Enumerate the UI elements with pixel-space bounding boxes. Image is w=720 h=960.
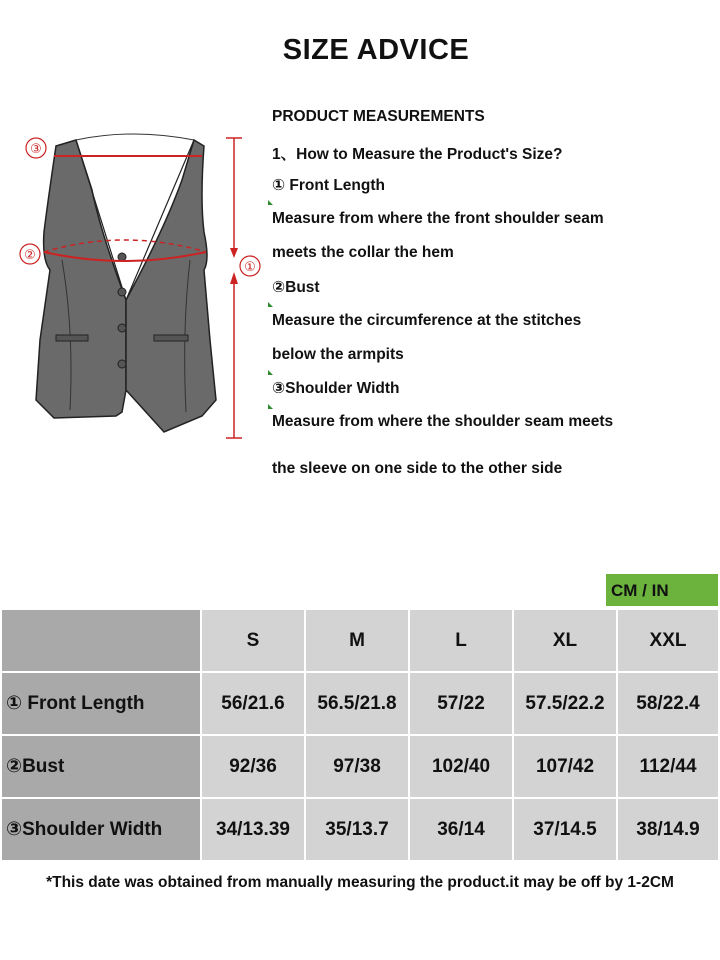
front-length-desc-2: meets the collar the hem: [272, 244, 454, 261]
green-tick-icon: [268, 302, 273, 307]
table-cell: 97/38: [305, 735, 409, 798]
size-table: [0, 608, 720, 862]
shoulder-desc-2: the sleeve on one side to the other side: [272, 460, 563, 477]
table-cell: 57.5/22.2: [513, 672, 617, 735]
bust-desc-1: Measure the circumference at the stitches: [272, 312, 582, 329]
bust-desc-2: below the armpits: [272, 346, 404, 363]
size-header-row: [1, 609, 719, 672]
instructions-heading: PRODUCT MEASUREMENTS: [272, 108, 485, 125]
table-cell: 34/13.39: [201, 798, 305, 861]
size-col-l: L: [409, 609, 513, 672]
table-cell: 56.5/21.8: [305, 672, 409, 735]
table-cell: 38/14.9: [617, 798, 719, 861]
unit-badge: CM / IN: [606, 574, 718, 606]
table-cell: 57/22: [409, 672, 513, 735]
marker-length: ①: [244, 260, 256, 275]
table-row: [1, 798, 719, 861]
page-title: SIZE ADVICE: [282, 34, 470, 66]
row-label-front-length: ① Front Length: [1, 672, 201, 735]
instructions-question: 1、How to Measure the Product's Size?: [272, 146, 563, 163]
table-cell: 58/22.4: [617, 672, 719, 735]
table-cell: 107/42: [513, 735, 617, 798]
table-cell: 35/13.7: [305, 798, 409, 861]
shoulder-label: ③Shoulder Width: [272, 380, 400, 397]
row-label-shoulder-width: ③Shoulder Width: [1, 798, 201, 861]
shoulder-desc-1: Measure from where the shoulder seam meets: [272, 413, 614, 430]
marker-shoulder: ③: [30, 142, 42, 157]
table-row: [1, 735, 719, 798]
bust-label: ②Bust: [272, 279, 320, 296]
table-corner: [1, 609, 201, 672]
table-cell: 102/40: [409, 735, 513, 798]
table-cell: 36/14: [409, 798, 513, 861]
size-col-s: S: [201, 609, 305, 672]
vest-icon: [14, 120, 270, 450]
marker-bust: ②: [24, 248, 36, 263]
table-row: [1, 672, 719, 735]
size-col-m: M: [305, 609, 409, 672]
measurement-note: *This date was obtained from manually measuring the product.it may be off by 1-2CM: [46, 874, 674, 891]
row-label-bust: ②Bust: [1, 735, 201, 798]
green-tick-icon: [268, 404, 273, 409]
green-tick-icon: [268, 200, 273, 205]
table-cell: 56/21.6: [201, 672, 305, 735]
table-cell: 92/36: [201, 735, 305, 798]
table-cell: 112/44: [617, 735, 719, 798]
table-cell: 37/14.5: [513, 798, 617, 861]
vest-diagram: [14, 120, 270, 450]
front-length-label: ① Front Length: [272, 177, 385, 194]
front-length-desc-1: Measure from where the front shoulder seam: [272, 210, 604, 227]
green-tick-icon: [268, 370, 273, 375]
size-col-xl: XL: [513, 609, 617, 672]
size-col-xxl: XXL: [617, 609, 719, 672]
